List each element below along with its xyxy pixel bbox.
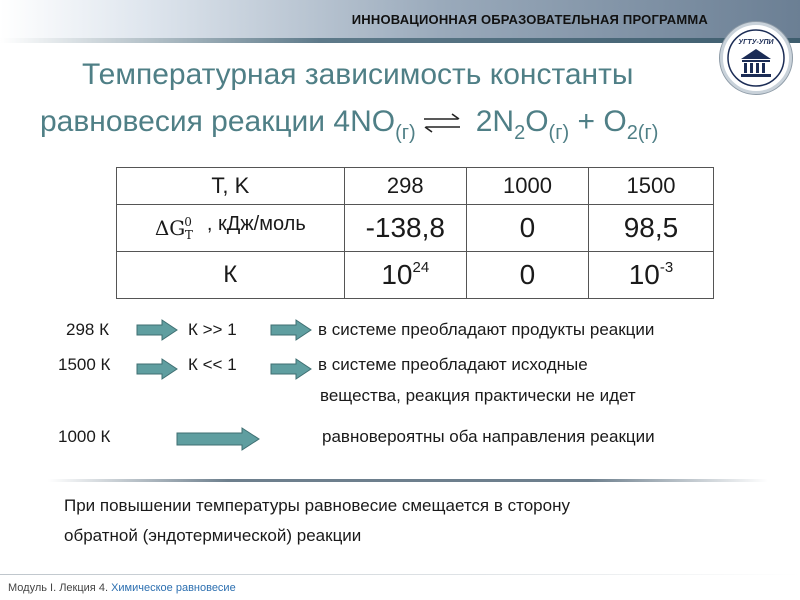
title-phase-g: (г) xyxy=(395,122,416,144)
title-phase-g-2: (г) xyxy=(548,122,570,144)
k-label-cell: К xyxy=(117,251,345,298)
building-icon xyxy=(723,25,789,91)
conclusion-divider xyxy=(48,479,768,482)
title-sub-2g: 2(г) xyxy=(626,122,659,144)
table-header-cell: 298 xyxy=(344,168,466,205)
title-product-n: 2N xyxy=(475,105,515,138)
table-row-k xyxy=(117,251,714,298)
program-label: ИННОВАЦИОННАЯ ОБРАЗОВАТЕЛЬНАЯ ПРОГРАММА xyxy=(351,12,708,27)
statement-temp: 1500 К xyxy=(58,355,111,374)
statement-temp: 298 К xyxy=(66,320,109,339)
statement-result: в системе преобладают продукты реакции xyxy=(318,320,655,339)
title-product-o: O xyxy=(525,105,549,138)
statement-condition: К << 1 xyxy=(188,355,237,374)
dg-symbol xyxy=(155,216,201,240)
table-cell xyxy=(466,251,588,298)
title-reactant: равновесия реакции 4NO xyxy=(40,105,396,138)
table-header-cell: 1000 xyxy=(466,168,588,205)
statement-condition: К >> 1 xyxy=(188,320,237,339)
dg-unit: , кДж/моль xyxy=(206,212,306,235)
table-cell: 98,5 xyxy=(588,204,713,251)
k-base: 10 xyxy=(628,258,660,290)
arrow-right-icon xyxy=(270,319,312,341)
arrow-right-long-icon xyxy=(176,427,260,451)
footer-divider xyxy=(0,574,800,575)
university-logo xyxy=(720,22,792,94)
title-plus-o: + O xyxy=(569,105,627,138)
header-stripe xyxy=(0,38,800,43)
table-cell xyxy=(344,251,466,298)
footer-topic: Химическое равновесие xyxy=(111,582,236,594)
table-header-row xyxy=(117,168,714,205)
footer xyxy=(8,582,236,594)
arrow-right-icon xyxy=(136,319,178,341)
dg-subscript: T xyxy=(184,227,193,242)
conclusion-line2: обратной (эндотермической) реакции xyxy=(64,526,362,545)
dg-letter: ΔG xyxy=(154,215,186,240)
logo-text: УГТУ-УПИ xyxy=(738,39,774,46)
table-row-dg xyxy=(117,204,714,251)
k-base: 10 xyxy=(381,258,413,290)
title-sub-2: 2 xyxy=(514,122,526,144)
dg-label-cell xyxy=(117,204,345,251)
page-title-line1: Температурная зависимость константы xyxy=(82,58,634,91)
data-table xyxy=(116,167,714,299)
footer-module: Модуль I. Лекция 4. xyxy=(8,582,108,594)
conclusion xyxy=(64,491,754,551)
statement-temp: 1000 К xyxy=(58,427,111,446)
table-header-cell: T, K xyxy=(117,168,345,205)
statement-result: в системе преобладают исходные xyxy=(318,355,588,374)
arrow-right-icon xyxy=(270,358,312,380)
dg-superscript: 0 xyxy=(184,214,192,229)
statement-result: равновероятны оба направления реакции xyxy=(322,427,655,446)
statement-result-continued: вещества, реакция практически не идет xyxy=(320,386,636,405)
page-title-line2 xyxy=(40,105,658,150)
k-exponent: -3 xyxy=(659,258,674,276)
k-base: 0 xyxy=(519,258,536,290)
table-cell: -138,8 xyxy=(344,204,466,251)
table-cell xyxy=(588,251,713,298)
k-exponent: 24 xyxy=(412,258,430,276)
conclusion-line1: При повышении температуры равновесие смещается в сторону xyxy=(64,496,570,515)
table-header-cell: 1500 xyxy=(588,168,713,205)
equilibrium-arrows-icon xyxy=(422,112,462,134)
table-cell: 0 xyxy=(466,204,588,251)
arrow-right-icon xyxy=(136,358,178,380)
